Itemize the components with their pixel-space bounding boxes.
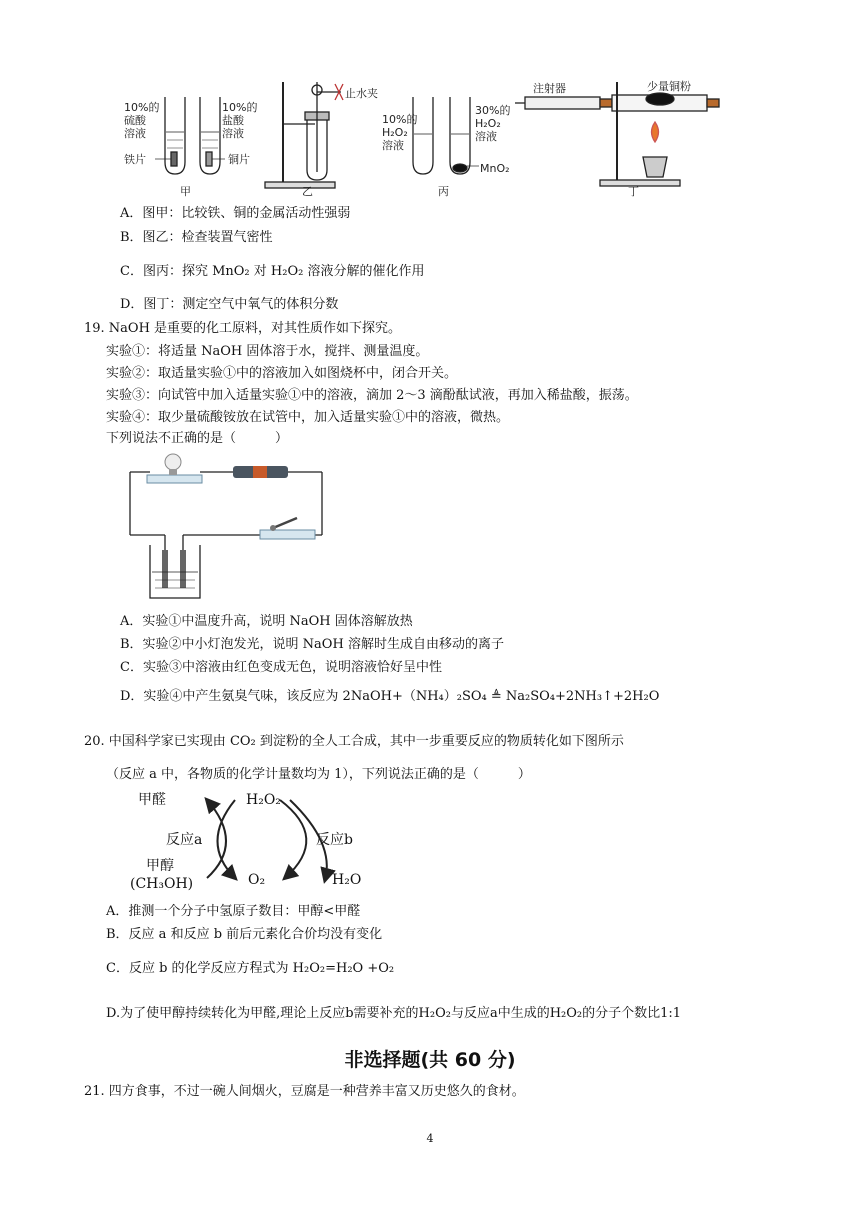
beaker-icon bbox=[150, 545, 200, 598]
q19-experiment-2: 实验②：取适量实验①中的溶液加入如图烧杯中，闭合开关。 bbox=[106, 366, 458, 381]
o2-label: O₂ bbox=[248, 872, 266, 888]
yi-clamp-label: 止水夹 bbox=[345, 87, 378, 100]
jia-left-metal-label: 铁片 bbox=[124, 153, 146, 166]
q19-experiment-3: 实验③：向试管中加入适量实验①中的溶液，滴加 2～3 滴酚酞试液，再加入稀盐酸，振荡。 bbox=[106, 388, 638, 403]
bing-right-tube-label: 30%的 H₂O₂ 溶液 bbox=[475, 104, 511, 143]
q19-stem: 19. NaOH 是重要的化工原料，对其性质作如下探究。 bbox=[84, 321, 402, 336]
figure-ding bbox=[515, 82, 719, 186]
q18-option-c: C．图丙：探究 MnO₂ 对 H₂O₂ 溶液分解的催化作用 bbox=[120, 264, 425, 279]
switch-icon bbox=[260, 518, 315, 539]
q18-option-d: D．图丁：测定空气中氧气的体积分数 bbox=[120, 297, 339, 312]
q18-option-a: A．图甲：比较铁、铜的金属活动性强弱 bbox=[120, 206, 351, 221]
ding-powder-label: 少量铜粉 bbox=[647, 80, 691, 93]
figure-bing bbox=[413, 97, 479, 174]
ding-caption: 丁 bbox=[628, 185, 639, 198]
page-number: 4 bbox=[426, 1132, 434, 1145]
q21-stem: 21. 四方食事，不过一碗人间烟火，豆腐是一种营养丰富又历史悠久的食材。 bbox=[84, 1084, 525, 1099]
yi-caption: 乙 bbox=[302, 185, 313, 198]
formaldehyde-label: 甲醛 bbox=[138, 792, 166, 808]
jia-caption: 甲 bbox=[180, 185, 191, 198]
jia-right-tube-label: 10%的 盐酸 溶液 bbox=[222, 101, 258, 140]
q20-stem: 20. 中国科学家已实现由 CO₂ 到淀粉的全人工合成，其中一步重要反应的物质转化如下图所示 bbox=[84, 734, 624, 749]
q18-option-b: B．图乙：检查装置气密性 bbox=[120, 230, 273, 245]
q20-stem-2: （反应 a 中，各物质的化学计量数均为 1），下列说法正确的是（ ） bbox=[106, 767, 531, 782]
bing-caption: 丙 bbox=[438, 185, 449, 198]
methanol-formula-label: (CH₃OH) bbox=[130, 876, 194, 892]
methanol-label: 甲醇 bbox=[146, 858, 174, 874]
q19-option-c: C．实验③中溶液由红色变成无色，说明溶液恰好呈中性 bbox=[120, 660, 442, 675]
jia-right-metal-label: 铜片 bbox=[228, 153, 250, 166]
q20-option-a: A．推测一个分子中氢原子数目：甲醇<甲醛 bbox=[106, 904, 361, 919]
h2o2-label: H₂O₂ bbox=[246, 792, 281, 808]
figure-yi bbox=[265, 82, 343, 188]
q19-option-d: D．实验④中产生氨臭气味，该反应为 2NaOH+（NH₄）₂SO₄ ≜ Na₂SO₄+2NH₃↑+2H₂O bbox=[120, 689, 660, 704]
bing-left-tube-label: 10%的 H₂O₂ 溶液 bbox=[382, 113, 418, 152]
bing-catalyst-label: MnO₂ bbox=[480, 162, 510, 175]
h2o-label: H₂O bbox=[332, 872, 362, 888]
reaction-a-label: 反应a bbox=[166, 832, 203, 848]
q19-ask: 下列说法不正确的是（ ） bbox=[106, 431, 289, 446]
q20-option-c: C．反应 b 的化学反应方程式为 H₂O₂=H₂O +O₂ bbox=[106, 961, 395, 976]
lamp-icon bbox=[147, 454, 202, 483]
battery-icon bbox=[233, 466, 288, 478]
q20-option-d: D.为了使甲醇持续转化为甲醛,理论上反应b需要补充的H₂O₂与反应a中生成的H₂O₂的分子个数比1:1 bbox=[106, 1006, 682, 1021]
section-heading: 非选择题(共 60 分) bbox=[344, 1049, 516, 1071]
q19-option-b: B．实验②中小灯泡发光，说明 NaOH 溶解时生成自由移动的离子 bbox=[120, 637, 504, 652]
jia-left-tube-label: 10%的 硫酸 溶液 bbox=[124, 101, 160, 140]
ding-syringe-label: 注射器 bbox=[533, 82, 566, 95]
q19-experiment-4: 实验④：取少量硫酸铵放在试管中，加入适量实验①中的溶液，微热。 bbox=[106, 410, 510, 425]
q20-option-b: B．反应 a 和反应 b 前后元素化合价均没有变化 bbox=[106, 927, 383, 942]
q19-experiment-1: 实验①：将适量 NaOH 固体溶于水，搅拌、测量温度。 bbox=[106, 344, 429, 359]
circuit-diagram bbox=[125, 450, 330, 605]
figure-jia bbox=[155, 97, 225, 174]
reaction-b-label: 反应b bbox=[316, 832, 353, 848]
q19-option-a: A．实验①中温度升高，说明 NaOH 固体溶解放热 bbox=[120, 614, 413, 629]
